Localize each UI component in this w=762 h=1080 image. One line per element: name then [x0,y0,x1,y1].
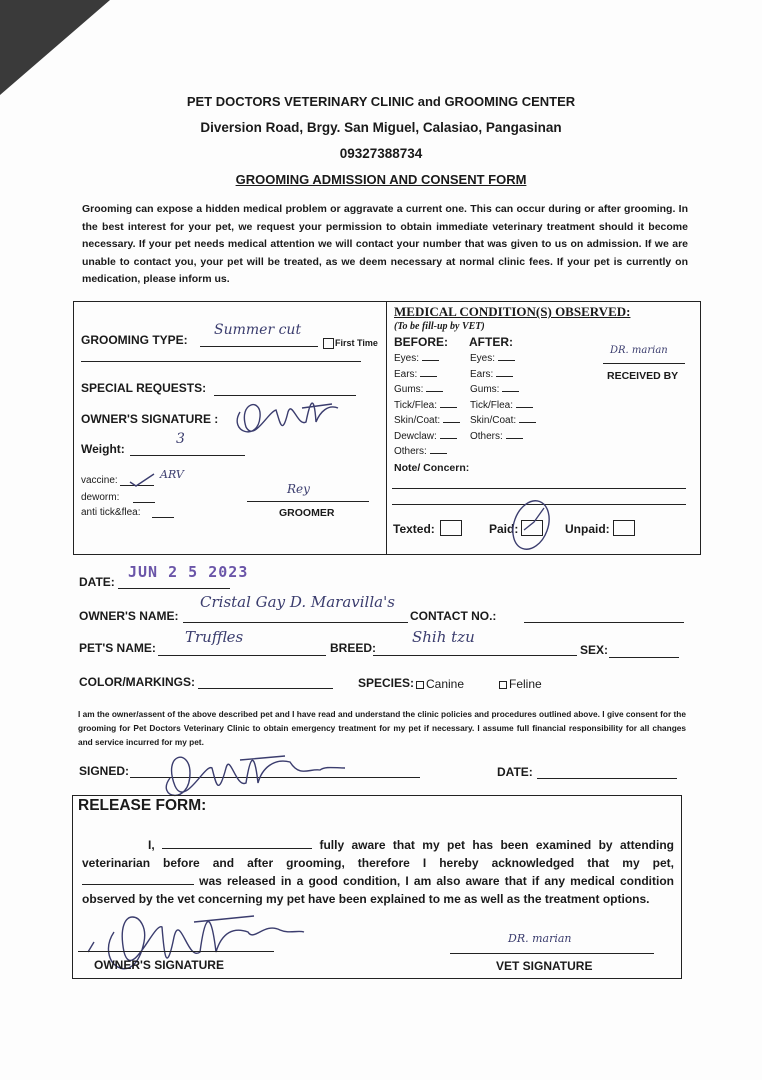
deworm-label: deworm: [81,492,120,503]
contact-label: CONTACT NO.: [410,609,497,623]
after-item-label: Ears: [470,368,494,380]
consent-paragraph: I am the owner/assent of the above described pet and I have read and understand the clinic policies and procedures outlined above. I give consent for the grooming for Pet Doctors Veterinary Clinic to obtain emergency treatment for my pet if necessary. I assume full financial responsibility for all changes and service incurred for my pet. [78,709,686,747]
after-item-line[interactable] [496,367,513,377]
weight-line [130,455,245,456]
clinic-phone: 09327388734 [339,146,423,161]
groomer-line [247,501,369,502]
before-item-label: Skin/Coat: [394,415,441,426]
after-item-label: Others: [470,430,503,442]
before-item [394,382,443,395]
weight-label: Weight: [81,442,125,456]
after-item-label: Skin/Coat: [470,415,517,426]
before-item-label: Ears: [394,368,418,380]
color-label: COLOR/MARKINGS: [79,675,195,689]
before-item-line[interactable] [430,444,447,454]
before-item-line[interactable] [426,382,443,392]
before-item-line[interactable] [443,413,460,423]
owner-name-line [183,622,408,623]
texted-checkbox[interactable] [440,520,462,536]
breed-value[interactable]: Shih tzu [412,628,475,646]
paid-circle-mark [506,496,556,554]
vet-sig-line [450,953,654,954]
owner-signature-label: OWNER'S SIGNATURE : [81,412,219,426]
after-item-line[interactable] [519,413,536,423]
before-label: BEFORE: [394,335,448,349]
grooming-type-value[interactable]: Summer cut [214,322,302,338]
before-item [394,367,437,380]
consent-date-line [537,778,677,779]
note-line-1 [392,488,686,489]
after-item-label: Eyes: [470,353,496,364]
owner-name-label: OWNER'S NAME: [79,609,179,623]
before-item-line[interactable] [440,429,457,439]
canine-checkbox[interactable] [416,681,424,689]
anti-tick-line [152,517,174,518]
grooming-type-label: GROOMING TYPE: [81,333,188,347]
canine-label: Canine [426,677,465,691]
pet-name-line [158,655,326,656]
after-item-line[interactable] [502,382,519,392]
vet-sig-label: VET SIGNATURE [496,959,593,973]
vaccine-label: vaccine: [81,475,118,486]
owner-name-value[interactable]: Cristal Gay D. Maravilla's [200,593,395,611]
texted-label: Texted: [393,522,435,536]
breed-line [373,655,577,656]
first-time-label: First Time [335,338,378,348]
after-label: AFTER: [469,335,513,349]
after-item-line[interactable] [516,398,533,408]
before-item [394,429,457,442]
release-i-label: I, [148,838,155,852]
release-text-b: was released in a good condition, I am also aware that if any medical condition observed by the vet concerning my pet have been explained to me as well as the treatment options. [82,874,674,906]
sex-line [609,657,679,658]
grooming-type-extra-line [81,361,361,362]
paid-label: Paid: [489,522,519,536]
groomer-label: GROOMER [279,507,335,519]
panel-divider [386,301,387,555]
feline-checkbox[interactable] [499,681,507,689]
owner-sig-label: OWNER'S SIGNATURE [94,958,224,972]
after-item [470,382,519,395]
form-title: GROOMING ADMISSION AND CONSENT FORM [235,172,527,187]
before-item [394,413,460,426]
signed-label: SIGNED: [79,764,130,778]
after-item-label: Tick/Flea: [470,399,513,411]
breed-label: BREED: [330,641,377,655]
after-item [470,413,536,426]
before-item-label: Dewclaw: [394,430,437,442]
note-label: Note/ Concern: [394,462,470,474]
release-signature-scribble [84,882,314,1002]
medical-title: MEDICAL CONDITION(S) OBSERVED: [394,304,631,319]
clinic-address: Diversion Road, Brgy. San Miguel, Calasiao, Pangasinan [200,120,562,135]
received-by-label: RECEIVED BY [607,370,679,382]
after-item-label: Gums: [470,384,500,395]
received-by-name[interactable]: DR. marian [610,345,668,356]
contact-line [524,622,684,623]
intro-paragraph: Grooming can expose a hidden medical problem or aggravate a current one. This can occur during or after grooming. In the best interest for your pet, we request your permission to obtain immediate veterinary treatment should it become necessary. If your pet needs medical attention we will contact your number that was given to us on admission. If we are unable to contact you, your pet will be treated, as we deem necessary at normal clinic fees. If your pet is currently on medication, please inform us. [82,203,688,285]
scan-corner-shadow [0,0,110,95]
after-item [470,398,533,411]
owner-sig-line [78,951,274,952]
species-label: SPECIES: [358,676,415,690]
medical-subtitle: (To be fill-up by VET) [394,321,485,332]
before-item-label: Gums: [394,384,424,395]
weight-value[interactable]: 3 [176,431,185,447]
before-item-line[interactable] [420,367,437,377]
pet-name-value[interactable]: Truffles [185,628,244,646]
before-item-line[interactable] [440,398,457,408]
before-item-label: Eyes: [394,353,420,364]
sex-label: SEX: [580,643,609,657]
before-item [394,398,457,411]
pet-name-label: PET'S NAME: [79,641,156,655]
consent-date-label: DATE: [497,765,533,779]
vaccine-value[interactable]: ARV [160,468,184,481]
after-item [470,367,513,380]
after-item [470,351,515,364]
color-line [198,688,333,689]
unpaid-checkbox[interactable] [613,520,635,536]
date-stamp: JUN 2 5 2023 [128,563,249,581]
after-item-line[interactable] [506,429,523,439]
before-item-label: Tick/Flea: [394,399,437,411]
groomer-name[interactable]: Rey [287,482,310,496]
release-name-line [162,836,312,849]
deworm-line [133,502,155,503]
date-label: DATE: [79,575,115,589]
after-item-line[interactable] [498,351,515,361]
date-line [118,588,230,589]
feline-label: Feline [509,677,542,691]
vet-name[interactable]: DR. marian [508,932,572,945]
unpaid-label: Unpaid: [565,522,610,536]
received-by-line [603,363,685,364]
before-item-label: Others: [394,446,427,457]
after-item [470,429,523,442]
before-item [394,351,439,364]
before-item-line[interactable] [422,351,439,361]
before-item [394,444,447,457]
first-time-checkbox[interactable] [323,338,334,349]
clinic-name: PET DOCTORS VETERINARY CLINIC and GROOMING CENTER [186,94,576,109]
grooming-type-line [200,346,318,347]
release-text-a: fully aware that my pet has been examined by attending veterinarian before and after grooming, therefore I hereby acknowledged that my pet, [82,838,674,870]
anti-tick-label: anti tick&flea: [81,507,141,518]
special-requests-label: SPECIAL REQUESTS: [81,381,207,395]
release-title: RELEASE FORM: [78,797,207,814]
vaccine-check-mark [128,472,156,488]
owner-signature-scribble [228,382,358,452]
